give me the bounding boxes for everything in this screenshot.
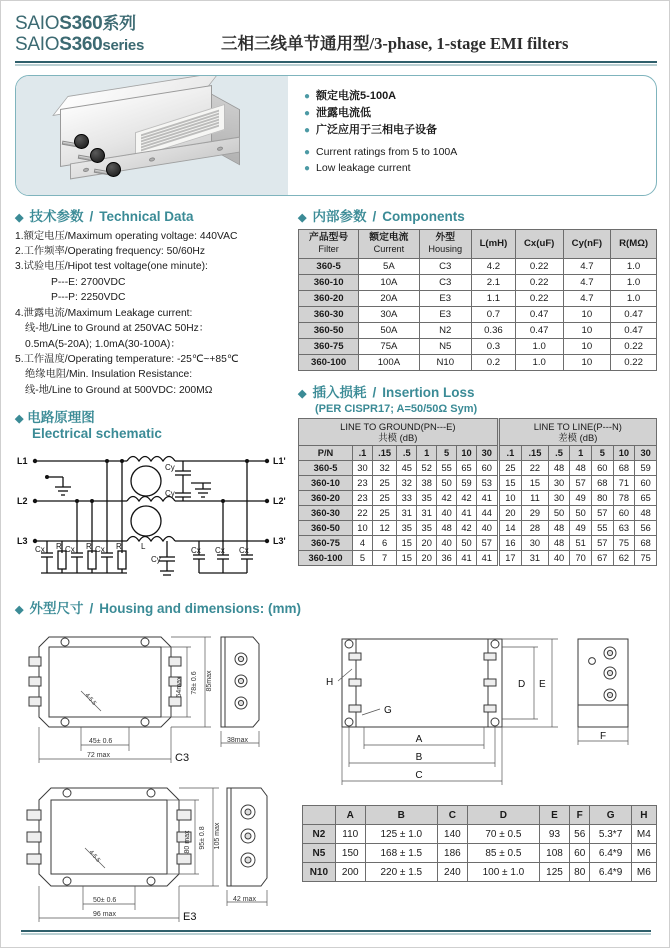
tech-line: 4.泄露电流/Maximum Leakage current: [15, 307, 193, 319]
table-header-row [299, 229, 657, 258]
section-heading-housing [15, 597, 657, 617]
section-heading-schematic [15, 406, 287, 441]
table-row: 360-20 20A E3 1.1 0.22 4.7 1.0 [299, 290, 657, 306]
heading-en: Electrical schematic [32, 426, 162, 442]
table-row: 360-5 5A C3 4.2 0.22 4.7 1.0 [299, 258, 657, 274]
bullet-icon: ● [304, 90, 311, 102]
heading-en: Components [382, 208, 465, 224]
drawing-c3 [15, 621, 298, 769]
feature-text: 泄露电流低 [316, 106, 372, 119]
col-freq: .5 [548, 446, 570, 461]
schematic-cx-label: Cx [239, 546, 249, 556]
tech-line: 绝缘电阻/Min. Insulation Resistance: [25, 369, 193, 381]
drawing-n-series [302, 621, 657, 796]
table-header-row [303, 806, 657, 825]
left-column [15, 205, 287, 591]
feature-text: 额定电流5-100A [316, 89, 397, 102]
bullet-icon: ● [304, 124, 311, 136]
product-photo [16, 76, 288, 195]
col-cy: Cy(nF) [563, 229, 611, 258]
table-row: 360-30 22 25 31 31 40 41 44 20 29 50 50 57 60 48 [299, 506, 657, 521]
feature-text: 广泛应用于三相电子设备 [316, 123, 438, 136]
components-table [298, 229, 657, 371]
heading-cn: 技术参数 [29, 208, 84, 224]
table-row: 360-50 10 12 35 35 48 42 40 14 28 48 49 55 63 56 [299, 521, 657, 536]
col-freq: 1 [417, 446, 437, 461]
table-row: 360-10 23 25 32 38 50 59 53 15 15 30 57 68 71 60 [299, 476, 657, 491]
technical-data-list [15, 229, 287, 399]
col-freq: 5 [591, 446, 613, 461]
table-row: N10 200 220 ± 1.5 240 100 ± 1.0 125 80 6.4*9 M6 [303, 863, 657, 882]
col-b: B [365, 806, 437, 825]
heading-sep: / [372, 384, 377, 400]
schematic-cy-label: Cy [165, 489, 175, 499]
e3-outer-height: 105 max [214, 822, 221, 850]
content-columns [15, 205, 657, 591]
heading-cn: 插入损耗 [312, 384, 367, 400]
e3-hole-pitch: 50± 0.6 [93, 897, 117, 905]
feature-text: Current ratings from 5 to 100A [316, 145, 458, 158]
list-item [304, 105, 656, 122]
tech-line: 3.试验电压/Hipot test voltage(one minute): [15, 261, 208, 273]
dim-label-a: A [415, 734, 423, 746]
diamond-icon: ◆ [298, 387, 307, 400]
table-row: 360-50 50A N2 0.36 0.47 10 0.47 [299, 322, 657, 338]
schematic-cx-label: Cx [215, 546, 225, 556]
schematic-cy-label: Cy [165, 463, 175, 473]
col-pn: P/N [299, 446, 353, 461]
col-freq: 10 [613, 446, 635, 461]
table-row: 360-5 30 32 45 52 55 65 60 25 22 48 48 60 68 59 [299, 461, 657, 476]
schematic-cx-label: Cx [35, 545, 45, 555]
schematic-l-label: L [141, 542, 146, 552]
e3-depth: 42 max [233, 896, 256, 904]
col-cx: Cx(uF) [515, 229, 563, 258]
insertion-loss-condition: (PER CISPR17; A=50/50Ω Sym) [315, 402, 478, 415]
col-housing: 外型 Housing [419, 229, 471, 258]
hero-panel [15, 75, 657, 196]
c3-hole-pitch: 45± 0.6 [89, 738, 113, 746]
tech-line: 5.工作温度/Operating temperature: -25℃~+85℃ [15, 354, 239, 366]
table-row: 360-20 23 25 33 35 42 42 41 10 11 30 49 80 78 65 [299, 491, 657, 506]
heading-cn: 内部参数 [312, 208, 367, 224]
feature-list [288, 76, 656, 195]
col-freq: 30 [635, 446, 657, 461]
schematic-output-label: L3' [273, 536, 286, 547]
tech-line: 线-地/Line to Ground at 250VAC 50Hz： [25, 323, 210, 335]
c3-outer-height: 85max [206, 670, 213, 692]
list-item [304, 88, 656, 105]
schematic-input-label: L2 [17, 496, 28, 507]
col-freq: .1 [498, 446, 522, 461]
terminal-1 [74, 134, 89, 149]
brand-prefix: SAIO [15, 13, 60, 34]
n-dimensions-table [302, 805, 657, 882]
page-title: 三相三线单节通用型/3-phase, 1-stage EMI filters [221, 33, 569, 53]
brand-block [15, 13, 215, 56]
brand-suffix-en: series [102, 37, 144, 55]
list-item [304, 144, 656, 161]
e3-name: E3 [183, 911, 197, 924]
col-freq: .15 [372, 446, 396, 461]
brand-code-2: S360 [59, 34, 103, 56]
table-row: 360-30 30A E3 0.7 0.47 10 0.47 [299, 306, 657, 322]
terminal-2 [90, 148, 105, 163]
heading-en: Housing and dimensions: (mm) [99, 601, 301, 617]
heading-cn: 电路原理图 [27, 410, 95, 426]
table-row: N5 150 168 ± 1.5 186 85 ± 0.5 108 60 6.4*9 M6 [303, 844, 657, 863]
schematic-input-label: L1 [17, 456, 28, 467]
col-filter: 产品型号 Filter [299, 229, 359, 258]
bullet-icon: ● [304, 146, 311, 158]
col-h: H [631, 806, 656, 825]
table-row: 360-75 75A N5 0.3 1.0 10 0.22 [299, 338, 657, 354]
brand-code: S360 [59, 13, 103, 34]
diamond-icon: ◆ [298, 211, 307, 224]
col-d: D [467, 806, 539, 825]
col-freq: 5 [437, 446, 457, 461]
terminal-3 [106, 162, 121, 177]
brand-suffix-cn: 系列 [102, 14, 136, 33]
c3-name: C3 [175, 752, 190, 765]
col-freq: 10 [457, 446, 477, 461]
tech-line: 1.额定电压/Maximum operating voltage: 440VAC [15, 230, 238, 242]
table-row: N2 110 125 ± 1.0 140 70 ± 0.5 93 56 5.3*7 M4 [303, 825, 657, 844]
c3-width: 72 max [87, 752, 110, 760]
tech-line: P---E: 2700VDC [51, 276, 126, 288]
schematic-r-label: R [116, 542, 122, 552]
e3-mount-height: 95± 0.8 [199, 826, 206, 850]
c3-inner-height: 64max [176, 676, 183, 698]
dim-label-f: F [600, 731, 607, 743]
col-freq: .1 [353, 446, 373, 461]
e3-hole-note: 4-5.5 [87, 849, 101, 865]
drawings-row [15, 621, 657, 931]
diamond-icon: ◆ [15, 413, 24, 426]
section-heading-components [298, 205, 657, 225]
diamond-icon: ◆ [15, 211, 24, 224]
dim-label-e: E [539, 679, 546, 691]
e3-width: 96 max [93, 911, 116, 919]
schematic-r-label: R [86, 542, 92, 552]
bullet-icon: ● [304, 163, 311, 175]
schematic-r-label: R [56, 542, 62, 552]
dim-label-g: G [384, 705, 392, 717]
c3-depth: 38max [227, 737, 249, 745]
heading-sep: / [89, 208, 94, 224]
group-line-to-ground: LINE TO GROUND(PN---E) 共模 (dB) [299, 418, 499, 446]
tech-line: 2.工作频率/Operating frequency: 50/60Hz [15, 245, 206, 257]
e3-inner-height: 80 max [184, 830, 191, 854]
col-current: 额定电流 Current [359, 229, 419, 258]
section-heading-insertion-loss [298, 381, 657, 401]
c3-hole-note: 4-5.5 [83, 692, 97, 708]
table-row: 360-100 100A N10 0.2 1.0 10 0.22 [299, 354, 657, 370]
schematic-cx-label: Cx [191, 546, 201, 556]
col-freq: 1 [570, 446, 592, 461]
heading-en: Insertion Loss [382, 384, 475, 400]
section-heading-technical-data [15, 205, 287, 225]
col-e: E [540, 806, 570, 825]
col-blank [303, 806, 336, 825]
feature-text: Low leakage current [316, 162, 411, 175]
diamond-icon: ◆ [15, 604, 24, 617]
bullet-icon: ● [304, 107, 311, 119]
col-freq: 30 [476, 446, 498, 461]
col-g: G [590, 806, 631, 825]
table-header-row [299, 446, 657, 461]
header-rule [15, 61, 657, 66]
right-column [287, 205, 657, 591]
tech-line: P---P: 2250VDC [51, 292, 126, 304]
table-row: 360-100 5 7 15 20 36 41 41 17 31 40 70 67 62 75 [299, 551, 657, 566]
tech-line: 线-地/Line to Ground at 500VDC: 200MΩ [25, 384, 213, 396]
heading-sep: / [89, 601, 94, 617]
col-a: A [335, 806, 365, 825]
group-line-to-line: LINE TO LINE(P---N) 差模 (dB) [498, 418, 656, 446]
tech-line: 0.5mA(5-20A); 1.0mA(30-100A)： [25, 338, 181, 350]
col-c: C [437, 806, 467, 825]
dim-label-b: B [415, 752, 423, 764]
electrical-schematic [15, 445, 287, 590]
col-freq: .15 [522, 446, 549, 461]
datasheet-page [1, 1, 670, 949]
heading-sep: / [372, 208, 377, 224]
schematic-input-label: L3 [17, 536, 28, 547]
schematic-cy-label: Cy [151, 555, 161, 565]
brand-prefix-2: SAIO [15, 34, 60, 56]
dim-label-h: H [326, 677, 334, 689]
list-item [304, 122, 656, 139]
schematic-cx-label: Cx [95, 545, 105, 555]
insertion-loss-table [298, 418, 657, 567]
col-freq: .5 [397, 446, 417, 461]
page-header [15, 1, 657, 56]
left-drawings [15, 621, 298, 931]
footer-rule [21, 930, 651, 935]
table-row: 360-10 10A C3 2.1 0.22 4.7 1.0 [299, 274, 657, 290]
list-item [304, 160, 656, 177]
c3-mount-height: 78± 0.6 [191, 671, 198, 695]
drawing-e3 [15, 776, 298, 926]
heading-cn: 外型尺寸 [29, 601, 84, 617]
schematic-cx-label: Cx [65, 545, 75, 555]
col-f: F [569, 806, 590, 825]
table-group-header-row [299, 418, 657, 446]
col-l: L(mH) [471, 229, 515, 258]
schematic-output-label: L2' [273, 496, 286, 507]
dim-label-c: C [415, 770, 423, 782]
heading-en: Technical Data [99, 208, 194, 224]
dim-label-d: D [518, 679, 526, 691]
col-r: R(MΩ) [611, 229, 657, 258]
schematic-output-label: L1' [273, 456, 286, 467]
table-row: 360-75 4 6 15 20 40 50 57 16 30 48 51 57 75 68 [299, 536, 657, 551]
right-drawings [298, 621, 657, 931]
